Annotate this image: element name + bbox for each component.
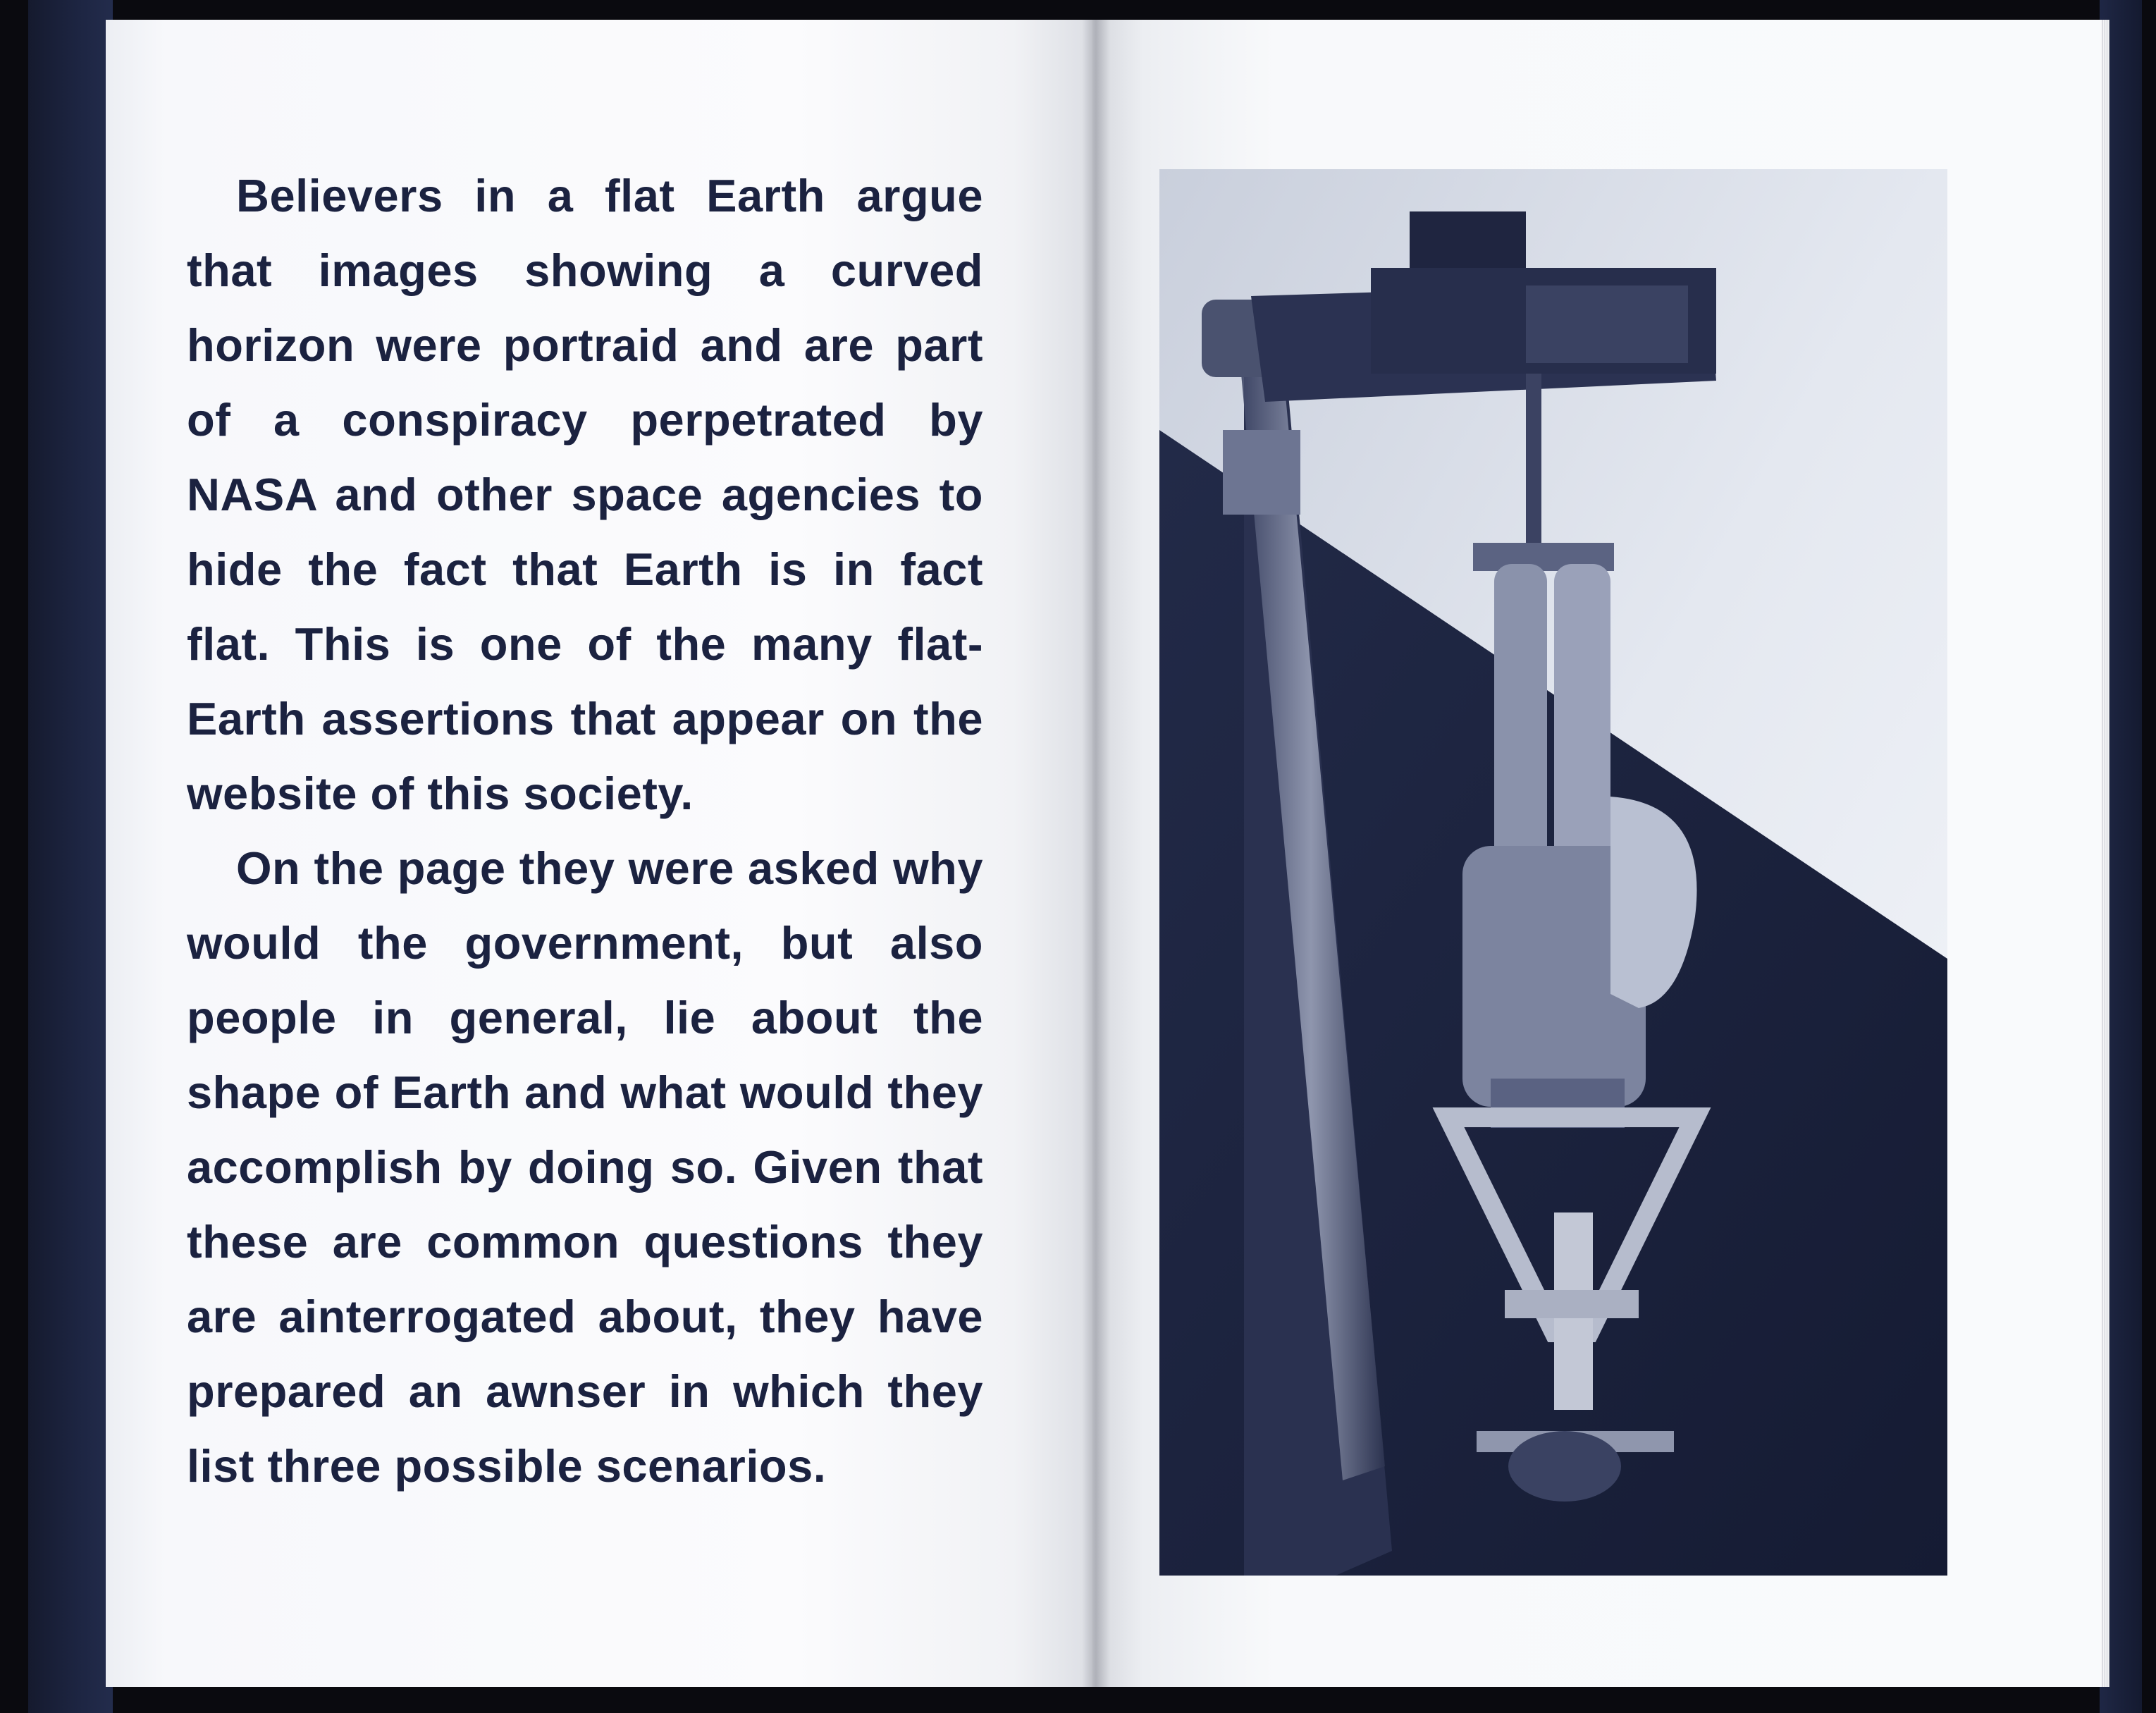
foot-restraint-rod <box>1526 374 1541 571</box>
book-cover-left-edge <box>28 0 113 1713</box>
astronaut-right-leg <box>1554 564 1610 888</box>
astronaut-photo <box>1159 169 1947 1576</box>
end-effector-panel <box>1526 286 1688 363</box>
tripod-base <box>1508 1431 1621 1502</box>
astronaut-left-leg <box>1494 564 1547 888</box>
arm-joint <box>1223 430 1300 515</box>
body-text <box>187 159 983 1504</box>
paragraph-1: Believers in a flat Earth argue that images showing a curved horizon were portraid and are part of a conspiracy perpetrated by NASA and other space agencies to hide the fact that Earth is in fact flat. This is one of the many flat-Earth assertions that appear on the website of this society. <box>187 170 983 819</box>
astronaut-photo-illustration <box>1159 169 1947 1576</box>
paragraph-2: On the page they were asked why would the government, but also people in general, lie about the shape of Earth and what would they accomplish by doing so. Given that these are common questions they are ainterrogated about, they have prepared an awnser in which they list three possible scenarios. <box>187 842 983 1492</box>
page-stack-edge <box>2101 20 2109 1687</box>
tripod-crossbar <box>1505 1290 1639 1318</box>
book-gutter <box>1082 20 1110 1687</box>
